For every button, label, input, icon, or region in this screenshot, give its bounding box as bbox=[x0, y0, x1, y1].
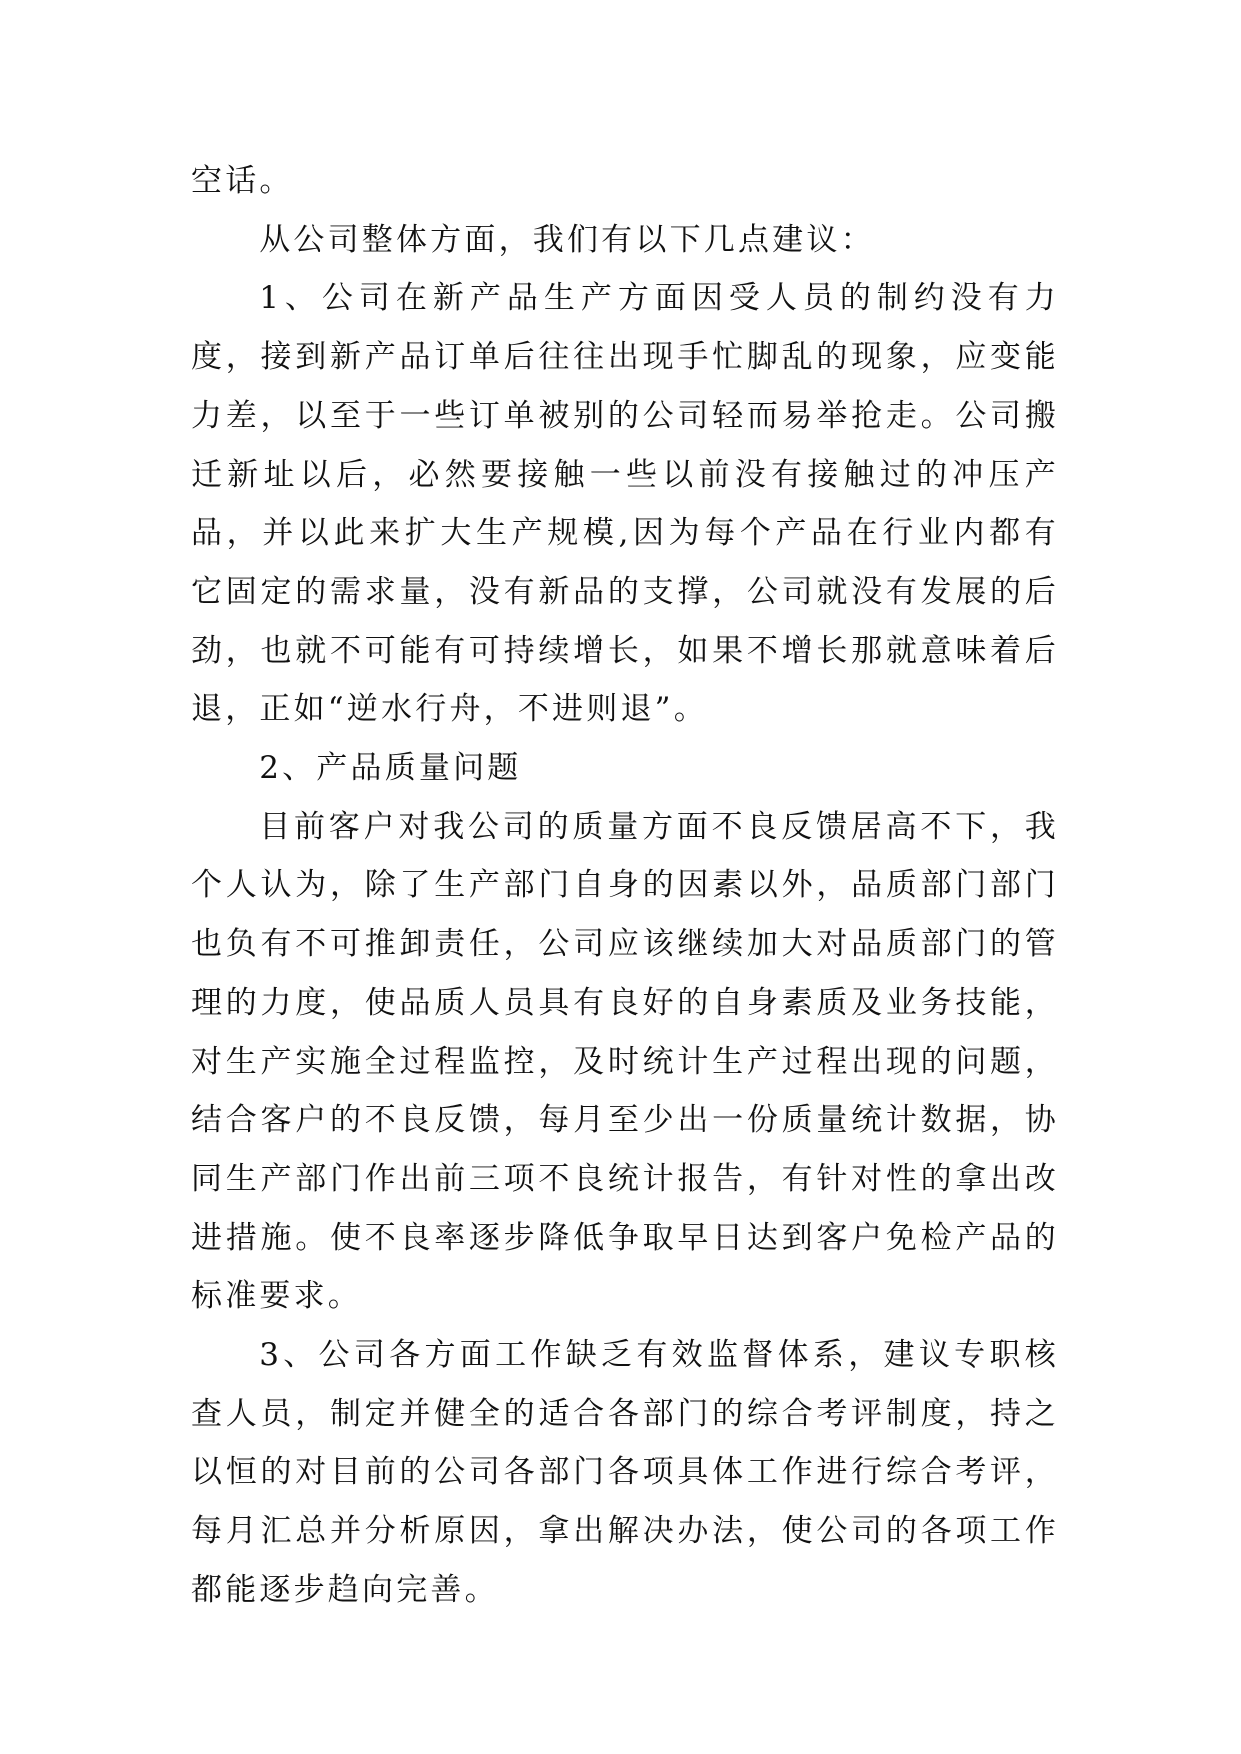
document-body bbox=[191, 152, 1059, 1620]
paragraph-intro: 从公司整体方面，我们有以下几点建议： bbox=[259, 221, 875, 258]
paragraph-suggestion-1: 1、公司在新产品生产方面因受人员的制约没有力度，接到新产品订单后往往出现手忙脚乱的现象，应变能力差，以至于一些订单被别的公司轻而易举抢走。公司搬迁新址以后，必然要接触一些以前没有接触过的冲压产品，并以此来扩大生产规模,因为每个产品在行业内都有它固定的需求量，没有新品的支撑，公司就没有发展的后劲，也就不可能有可持续增长，如果不增长那就意味着后退，正如“逆水行舟，不进则退”。 bbox=[191, 280, 1059, 728]
paragraph-suggestion-3: 3、公司各方面工作缺乏有效监督体系，建议专职核查人员，制定并健全的适合各部门的综合考评制度，持之以恒的对目前的公司各部门各项具体工作进行综合考评，每月汇总并分析原因，拿出解决办法，使公司的各项工作都能逐步趋向完善。 bbox=[191, 1337, 1059, 1608]
heading-quality-issue: 2、产品质量问题 bbox=[259, 750, 522, 787]
paragraph-quality-detail: 目前客户对我公司的质量方面不良反馈居高不下，我个人认为，除了生产部门自身的因素以外，品质部门部门也负有不可推卸责任，公司应该继续加大对品质部门的管理的力度，使品质人员具有良好的自身素质及业务技能，对生产实施全过程监控，及时统计生产过程出现的问题，结合客户的不良反馈，每月至少出一份质量统计数据，协同生产部门作出前三项不良统计报告，有针对性的拿出改进措施。使不良率逐步降低争取早日达到客户免检产品的标准要求。 bbox=[191, 808, 1059, 1315]
paragraph-continuation: 空话。 bbox=[191, 163, 294, 199]
